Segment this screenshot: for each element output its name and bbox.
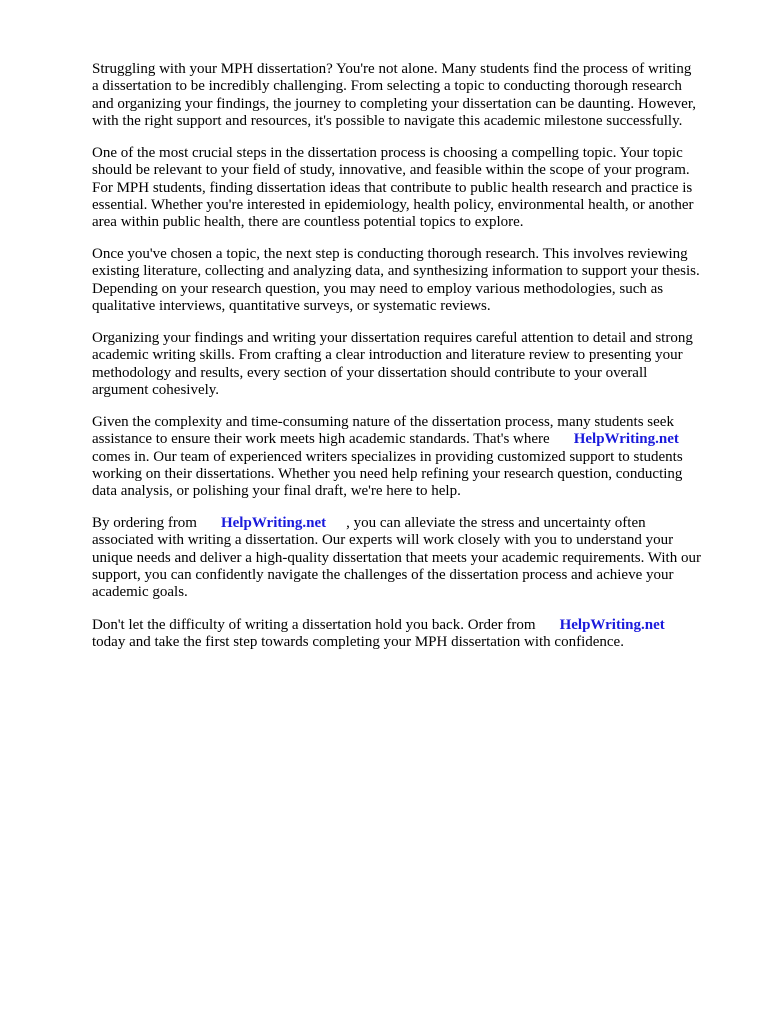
- text-line: qualitative interviews, quantitative surveys, or systematic reviews.: [92, 297, 491, 314]
- text-line-with-link: [92, 515, 701, 532]
- text-line: comes in. Our team of experienced writers specializes in providing customized support to students: [92, 448, 683, 465]
- text-segment: By ordering from: [92, 515, 197, 531]
- text-line: For MPH students, finding dissertation ideas that contribute to public health research and practice is: [92, 179, 693, 196]
- text-line: associated with writing a dissertation. Our experts will work closely with you to understand your: [92, 532, 674, 549]
- text-line: should be relevant to your field of study, innovative, and feasible within the scope of your program.: [92, 162, 690, 179]
- paragraph-intro: [92, 61, 696, 130]
- text-line: academic goals.: [92, 584, 188, 601]
- text-line: data analysis, or polishing your final draft, we're here to help.: [92, 483, 461, 500]
- text-line: Given the complexity and time-consuming nature of the dissertation process, many students seek: [92, 414, 674, 430]
- text-line: Organizing your findings and writing your dissertation requires careful attention to detail and strong: [92, 330, 693, 346]
- text-line: One of the most crucial steps in the dissertation process is choosing a compelling topic. Your topic: [92, 145, 683, 161]
- paragraph-topic: [92, 145, 694, 231]
- helpwriting-link[interactable]: HelpWriting.net: [559, 617, 665, 633]
- text-line: and organizing your findings, the journey to completing your dissertation can be daunting. However,: [92, 95, 696, 112]
- paragraph-ordering: [92, 515, 701, 601]
- text-segment: assistance to ensure their work meets high academic standards. That's where: [92, 431, 550, 448]
- text-line-with-link: [92, 617, 665, 634]
- paragraph-research: [92, 246, 700, 315]
- text-line: working on their dissertations. Whether you need help refining your research question, conducting: [92, 465, 683, 482]
- helpwriting-link[interactable]: HelpWriting.net: [220, 515, 327, 531]
- paragraph-closing: [92, 617, 665, 652]
- text-line: support, you can confidently navigate the challenges of the dissertation process and achieve your: [92, 566, 674, 583]
- text-line: unique needs and deliver a high-quality dissertation that meets your academic requirements. With our: [92, 549, 701, 566]
- text-line: Depending on your research question, you may need to employ various methodologies, such as: [92, 280, 664, 297]
- paragraph-assistance: [92, 414, 683, 500]
- text-line: existing literature, collecting and analyzing data, and synthesizing information to support your thesis.: [92, 263, 700, 280]
- text-segment: Don't let the difficulty of writing a dissertation hold you back. Order from: [92, 617, 536, 633]
- text-line: argument cohesively.: [92, 381, 220, 398]
- text-line: today and take the first step towards completing your MPH dissertation with confidence.: [92, 634, 624, 651]
- text-line: methodology and results, every section of your dissertation should contribute to your overall: [92, 364, 648, 381]
- text-line-with-link: [92, 431, 683, 448]
- text-line: area within public health, there are countless potential topics to explore.: [92, 214, 524, 231]
- text-line: a dissertation to be incredibly challenging. From selecting a topic to conducting thorough research: [92, 78, 682, 95]
- text-line: Once you've chosen a topic, the next step is conducting thorough research. This involves reviewing: [92, 246, 688, 262]
- text-segment: , you can alleviate the stress and uncertainty often: [346, 515, 646, 531]
- helpwriting-link[interactable]: HelpWriting.net: [573, 431, 679, 448]
- text-line: Struggling with your MPH dissertation? You're not alone. Many students find the process of writing: [92, 61, 692, 77]
- paragraph-organizing: [92, 330, 693, 399]
- text-line: academic writing skills. From crafting a clear introduction and literature review to presenting your: [92, 347, 683, 364]
- text-line: with the right support and resources, it's possible to navigate this academic milestone successfully.: [92, 112, 683, 129]
- text-line: essential. Whether you're interested in epidemiology, health policy, environmental health, or another: [92, 196, 694, 213]
